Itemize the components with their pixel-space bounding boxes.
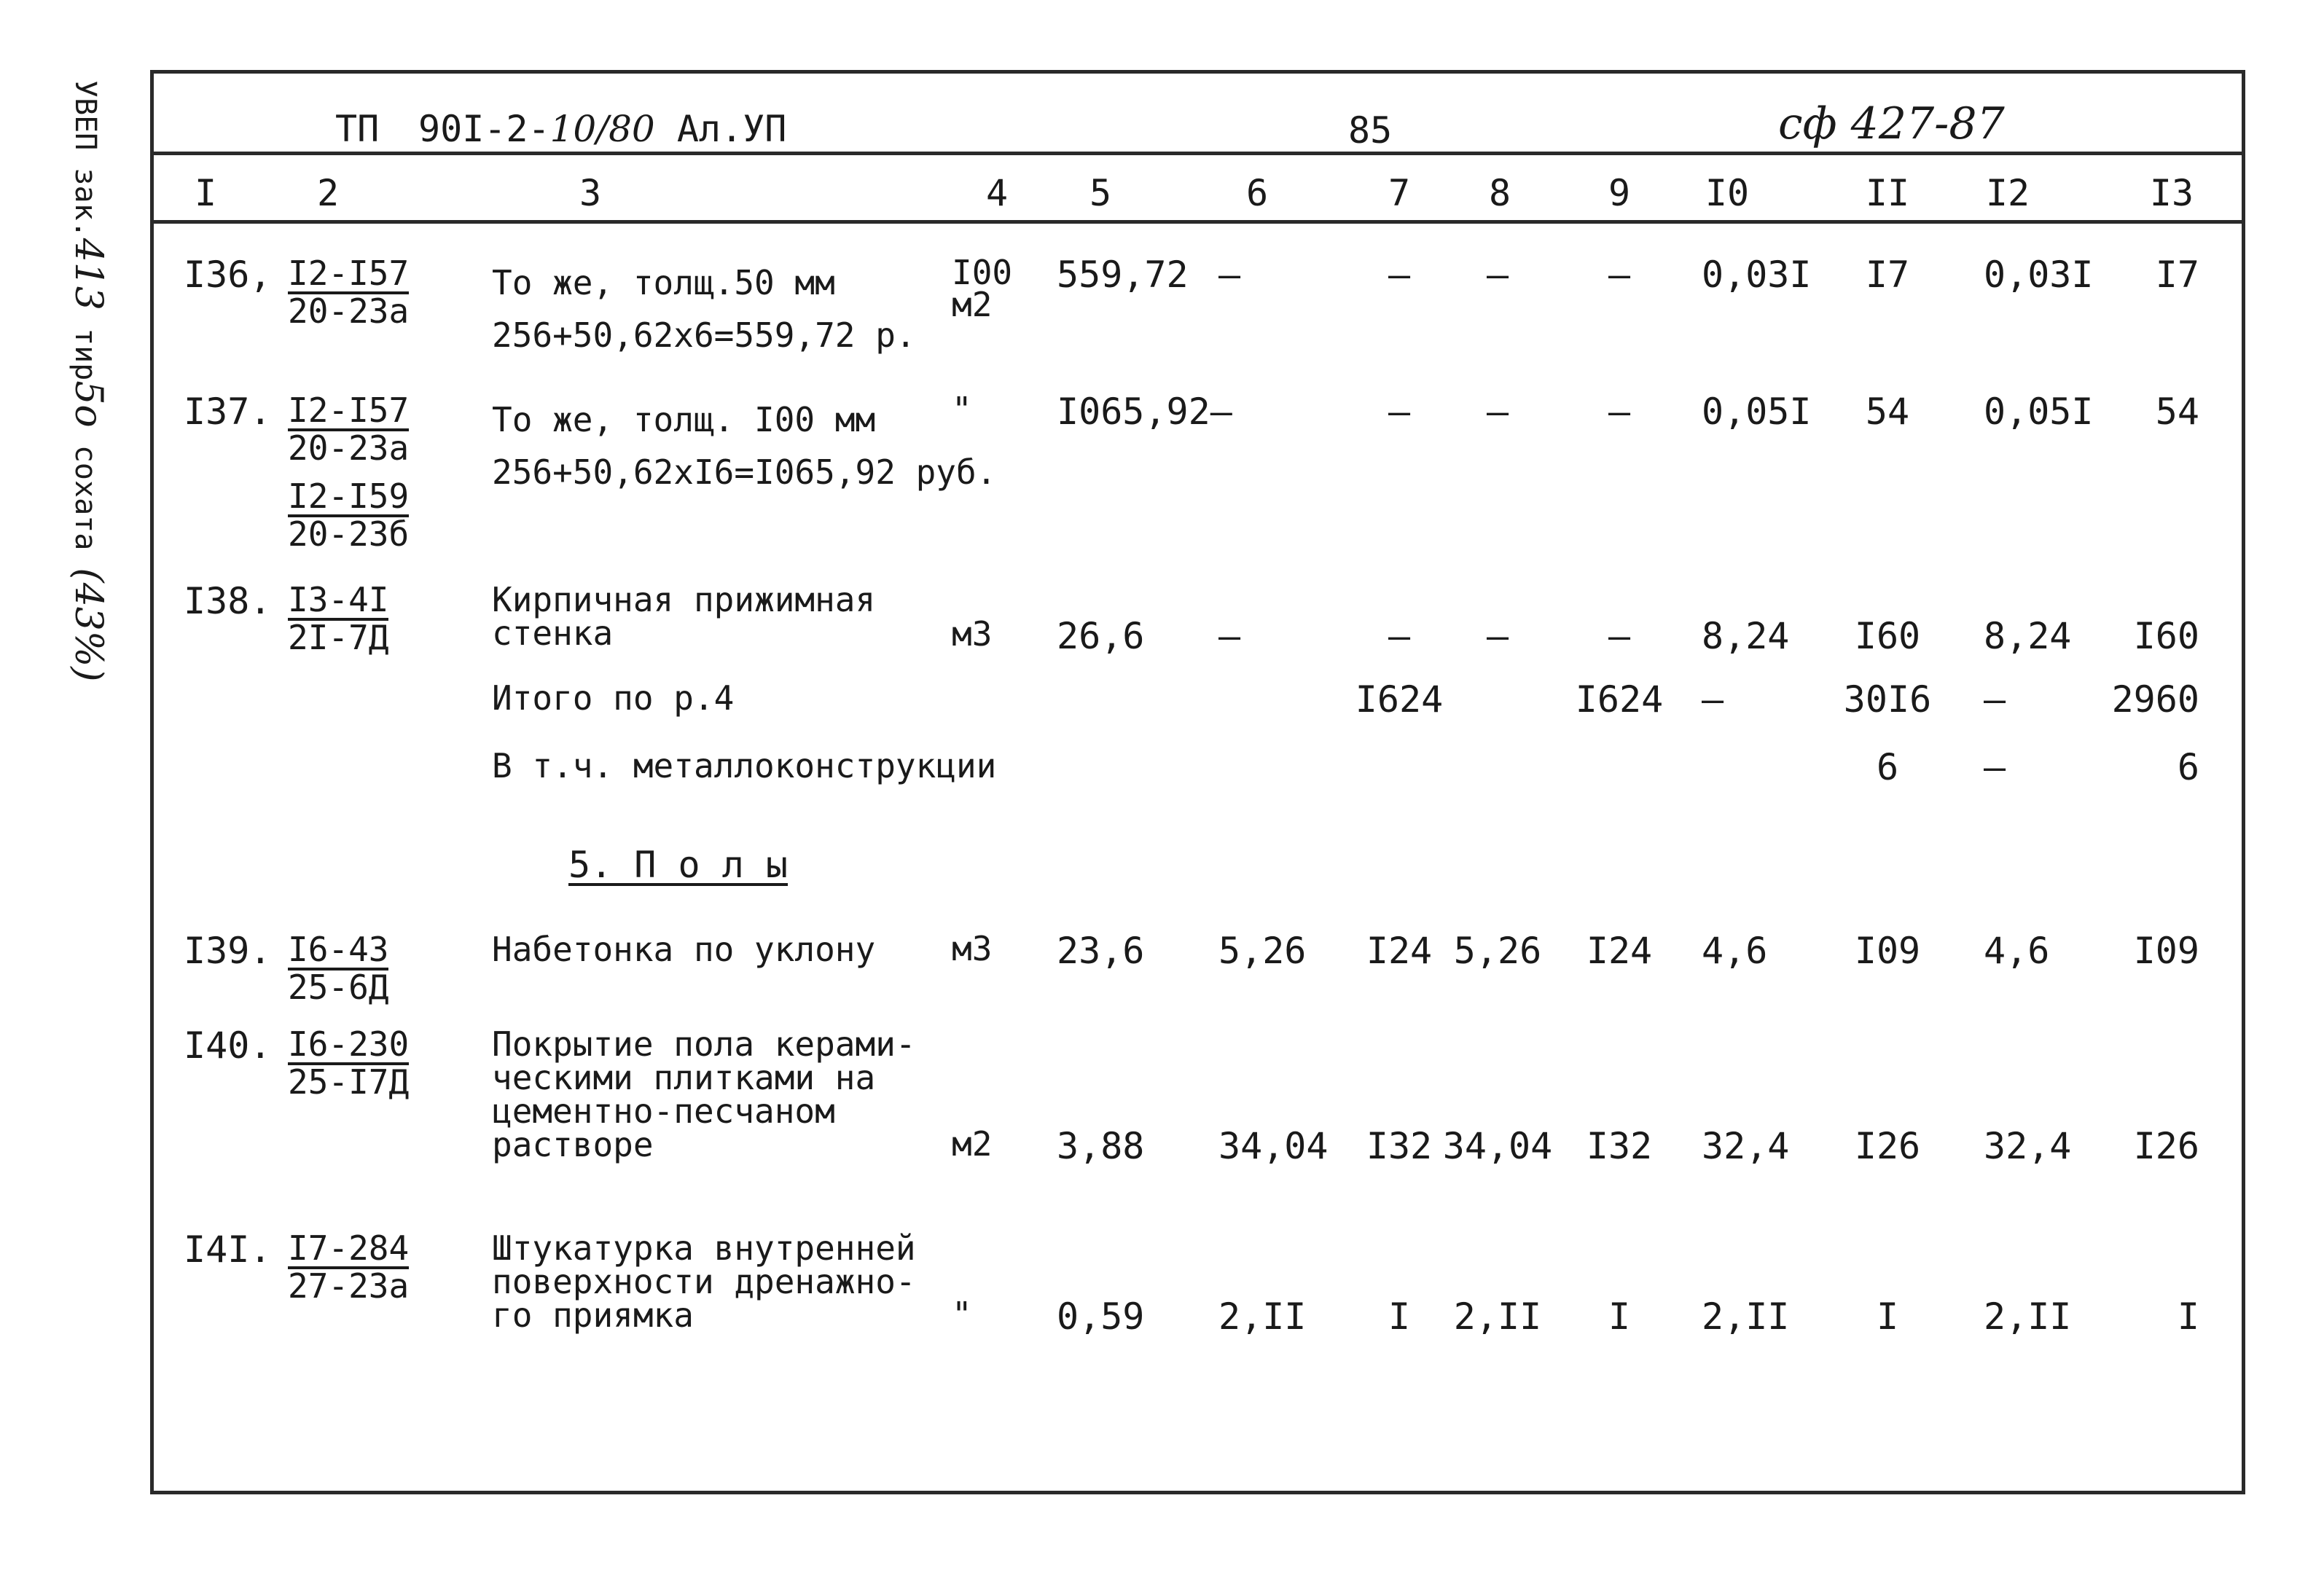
value-col-10: 0,03I: [1702, 254, 1812, 296]
section-title: 5. П о л ы: [568, 844, 789, 886]
column-header-8: 8: [1488, 172, 1511, 214]
row-number: I38.: [184, 580, 272, 622]
table-frame: [150, 70, 2245, 1494]
price-code-numerator: I6-230: [288, 1024, 410, 1064]
price-code-denominator: 20-23а: [288, 291, 410, 331]
column-header-13: I3: [2149, 172, 2194, 214]
value-col-11: I7: [1865, 254, 1910, 296]
row-number: I4I.: [184, 1228, 272, 1271]
doc-code: ТП: [335, 108, 380, 150]
value-col-13: 6: [2177, 746, 2199, 788]
price-code-numerator: I2-I59: [288, 477, 410, 516]
value-col-7: –: [1388, 391, 1411, 433]
column-header-1: I: [194, 172, 217, 214]
value-col-12: 0,03I: [1984, 254, 2094, 296]
value-col-9: I24: [1586, 930, 1653, 972]
unit: м2: [952, 1124, 993, 1164]
value-col-11: I09: [1854, 930, 1921, 972]
value-col-12: –: [1984, 746, 2006, 788]
value-col-11: 6: [1876, 746, 1899, 788]
value-col-8: 34,04: [1442, 1125, 1553, 1167]
value-col-8: –: [1486, 254, 1509, 296]
price-code: [288, 254, 410, 331]
price-code: [288, 391, 410, 468]
work-description: То же, толщ. I00 мм 256+50,62хI6=I065,92 руб.: [492, 400, 997, 492]
project-handwritten: 10/80: [549, 108, 655, 150]
value-col-7: I: [1388, 1295, 1411, 1338]
value-col-6: –: [1218, 254, 1241, 296]
column-header-divider: [150, 220, 2245, 224]
handwritten-ref: сф 427-87: [1778, 98, 2005, 149]
value-col-5: I065,92–: [1057, 391, 1232, 433]
album: Ал.УП: [676, 108, 787, 150]
price-code-numerator: I7-284: [288, 1228, 410, 1268]
side-stamp: УВЕП зак.413 тир5о сохата (43%): [66, 80, 110, 682]
price-code: [288, 930, 389, 1007]
price-code-denominator: 2I-7Д: [288, 618, 389, 657]
work-description: Итого по р.4: [492, 678, 735, 718]
unit: ": [952, 1295, 972, 1334]
value-col-12: –: [1984, 678, 2006, 721]
price-code-numerator: I2-I57: [288, 254, 410, 293]
price-code-denominator: 25-6Д: [288, 968, 389, 1007]
value-col-13: I60: [2133, 615, 2199, 657]
value-col-12: 32,4: [1984, 1125, 2072, 1167]
value-col-7: I32: [1366, 1125, 1433, 1167]
value-col-8: 5,26: [1453, 930, 1542, 972]
unit: м3: [952, 614, 993, 654]
value-col-7: I24: [1366, 930, 1433, 972]
value-col-9: I624: [1575, 678, 1664, 721]
price-code: [288, 1024, 410, 1102]
page-number: 85: [1348, 109, 1393, 152]
price-code: [288, 580, 389, 657]
value-col-10: –: [1702, 678, 1724, 721]
value-col-9: –: [1608, 254, 1631, 296]
price-code-denominator: 25-I7Д: [288, 1062, 410, 1102]
work-description: Штукатурка внутренней поверхности дренажно- го приямка: [492, 1228, 916, 1335]
column-header-6: 6: [1245, 172, 1269, 214]
work-description: В т.ч. металлоконструкции: [492, 746, 997, 785]
unit: ": [952, 390, 972, 429]
value-col-8: –: [1486, 391, 1509, 433]
header-divider: [150, 152, 2245, 155]
row-number: I40.: [184, 1024, 272, 1067]
value-col-12: 8,24: [1984, 615, 2072, 657]
value-col-12: 4,6: [1984, 930, 2050, 972]
column-header-3: 3: [579, 172, 602, 214]
column-header-7: 7: [1388, 172, 1411, 214]
value-col-9: –: [1608, 391, 1631, 433]
value-col-11: I: [1876, 1295, 1899, 1338]
price-code: [288, 1228, 410, 1306]
column-header-4: 4: [985, 172, 1009, 214]
price-code: [288, 477, 410, 554]
value-col-9: –: [1608, 615, 1631, 657]
value-col-5: 0,59: [1057, 1295, 1145, 1338]
price-code-denominator: 20-23а: [288, 428, 410, 468]
value-col-6: 34,04: [1218, 1125, 1329, 1167]
price-code-denominator: 20-23б: [288, 514, 410, 554]
value-col-5: 23,6: [1057, 930, 1145, 972]
price-code-numerator: I3-4I: [288, 580, 389, 619]
work-description: Набетонка по уклону: [492, 930, 876, 969]
column-header-11: II: [1865, 172, 1910, 214]
project-number: 90I-2-10/80 Ал.УП: [418, 108, 787, 150]
value-col-10: 2,II: [1702, 1295, 1790, 1338]
value-col-11: I60: [1854, 615, 1921, 657]
unit: I00 м2: [952, 253, 1013, 324]
column-header-9: 9: [1608, 172, 1631, 214]
value-col-11: 30I6: [1843, 678, 1932, 721]
row-number: I36,: [184, 254, 272, 296]
work-description: Кирпичная прижимная стенка: [492, 580, 876, 653]
work-description: Покрытие пола керами- ческими плитками на цементно-песчаном растворе: [492, 1024, 916, 1164]
value-col-13: I: [2177, 1295, 2199, 1338]
value-col-10: 0,05I: [1702, 391, 1812, 433]
column-header-2: 2: [316, 172, 340, 214]
value-col-13: 2960: [2111, 678, 2199, 721]
value-col-13: I26: [2133, 1125, 2199, 1167]
value-col-5: 559,72: [1057, 254, 1189, 296]
price-code-denominator: 27-23а: [288, 1266, 410, 1306]
value-col-13: I09: [2133, 930, 2199, 972]
value-col-10: 8,24: [1702, 615, 1790, 657]
value-col-6: 5,26: [1218, 930, 1307, 972]
value-col-6: –: [1218, 615, 1241, 657]
price-code-numerator: I6-43: [288, 930, 389, 969]
unit: м3: [952, 929, 993, 968]
row-number: I39.: [184, 930, 272, 972]
value-col-7: I624: [1355, 678, 1444, 721]
work-description: То же, толщ.50 мм 256+50,62х6=559,72 р.: [492, 263, 916, 355]
column-header-5: 5: [1089, 172, 1112, 214]
value-col-13: I7: [2155, 254, 2199, 296]
value-col-9: I: [1608, 1295, 1631, 1338]
row-number: I37.: [184, 391, 272, 433]
price-code-numerator: I2-I57: [288, 391, 410, 430]
value-col-5: 3,88: [1057, 1125, 1145, 1167]
value-col-11: 54: [1865, 391, 1910, 433]
column-header-12: I2: [1985, 172, 2030, 214]
value-col-12: 2,II: [1984, 1295, 2072, 1338]
value-col-6: 2,II: [1218, 1295, 1307, 1338]
value-col-13: 54: [2155, 391, 2199, 433]
value-col-5: 26,6: [1057, 615, 1145, 657]
value-col-12: 0,05I: [1984, 391, 2094, 433]
column-header-10: I0: [1705, 172, 1750, 214]
value-col-10: 32,4: [1702, 1125, 1790, 1167]
value-col-10: 4,6: [1702, 930, 1768, 972]
value-col-7: –: [1388, 615, 1411, 657]
value-col-11: I26: [1854, 1125, 1921, 1167]
value-col-8: 2,II: [1453, 1295, 1542, 1338]
value-col-9: I32: [1586, 1125, 1653, 1167]
value-col-8: –: [1486, 615, 1509, 657]
value-col-7: –: [1388, 254, 1411, 296]
